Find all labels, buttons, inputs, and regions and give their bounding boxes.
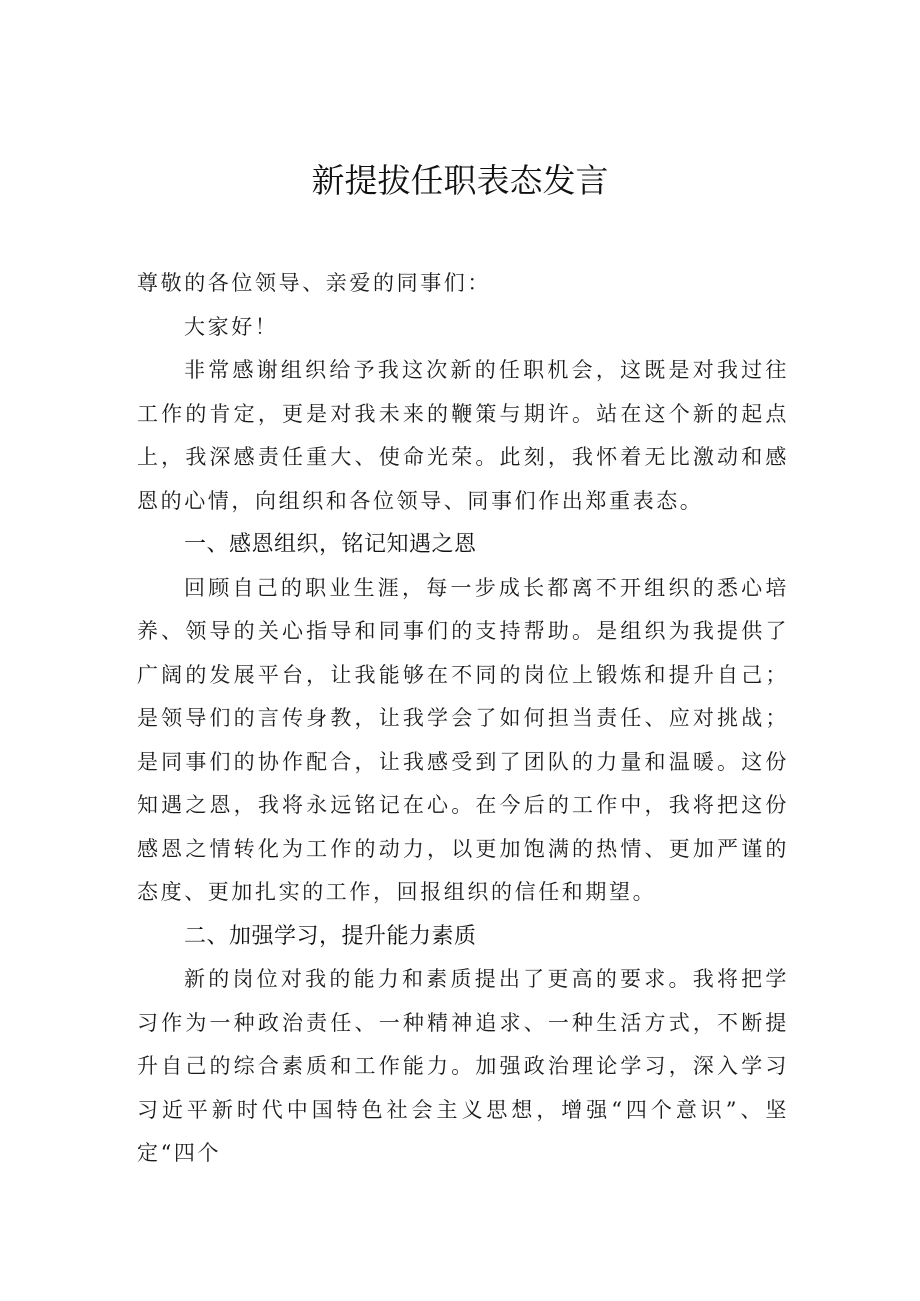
document-body [137, 262, 789, 1176]
section-paragraph-2: 新的岗位对我的能力和素质提出了更高的要求。我将把学习作为一种政治责任、一种精神追求、一种生活方式，不断提升自己的综合素质和工作能力。加强政治理论学习，深入学习习近平新时代中国特色社会主义思想，增强“四个意识”、坚定“四个 [137, 967, 789, 1165]
section-heading-2: 二、加强学习，提升能力素质 [184, 923, 477, 949]
salutation: 尊敬的各位领导、亲爱的同事们： [137, 271, 491, 295]
section-heading-1: 一、感恩组织，铭记知遇之恩 [184, 532, 477, 557]
intro-paragraph: 非常感谢组织给予我这次新的任职机会，这既是对我过往工作的肯定，更是对我未来的鞭策与期许。站在这个新的起点上，我深感责任重大、使命光荣。此刻，我怀着无比激动和感恩的心情，向组织和各位领导、同事们作出郑重表态。 [137, 358, 789, 513]
section-paragraph-1: 回顾自己的职业生涯，每一步成长都离不开组织的悉心培养、领导的关心指导和同事们的支持帮助。是组织为我提供了广阔的发展平台，让我能够在不同的岗位上锻炼和提升自己；是领导们的言传身教，让我学会了如何担当责任、应对挑战；是同事们的协作配合，让我感受到了团队的力量和温暖。这份知遇之恩，我将永远铭记在心。在今后的工作中，我将把这份感恩之情转化为工作的动力，以更加饱满的热情、更加严谨的态度、更加扎实的工作，回报组织的信任和期望。 [137, 575, 789, 904]
greeting: 大家好！ [184, 314, 279, 339]
document-title: 新提拔任职表态发言 [311, 161, 609, 200]
